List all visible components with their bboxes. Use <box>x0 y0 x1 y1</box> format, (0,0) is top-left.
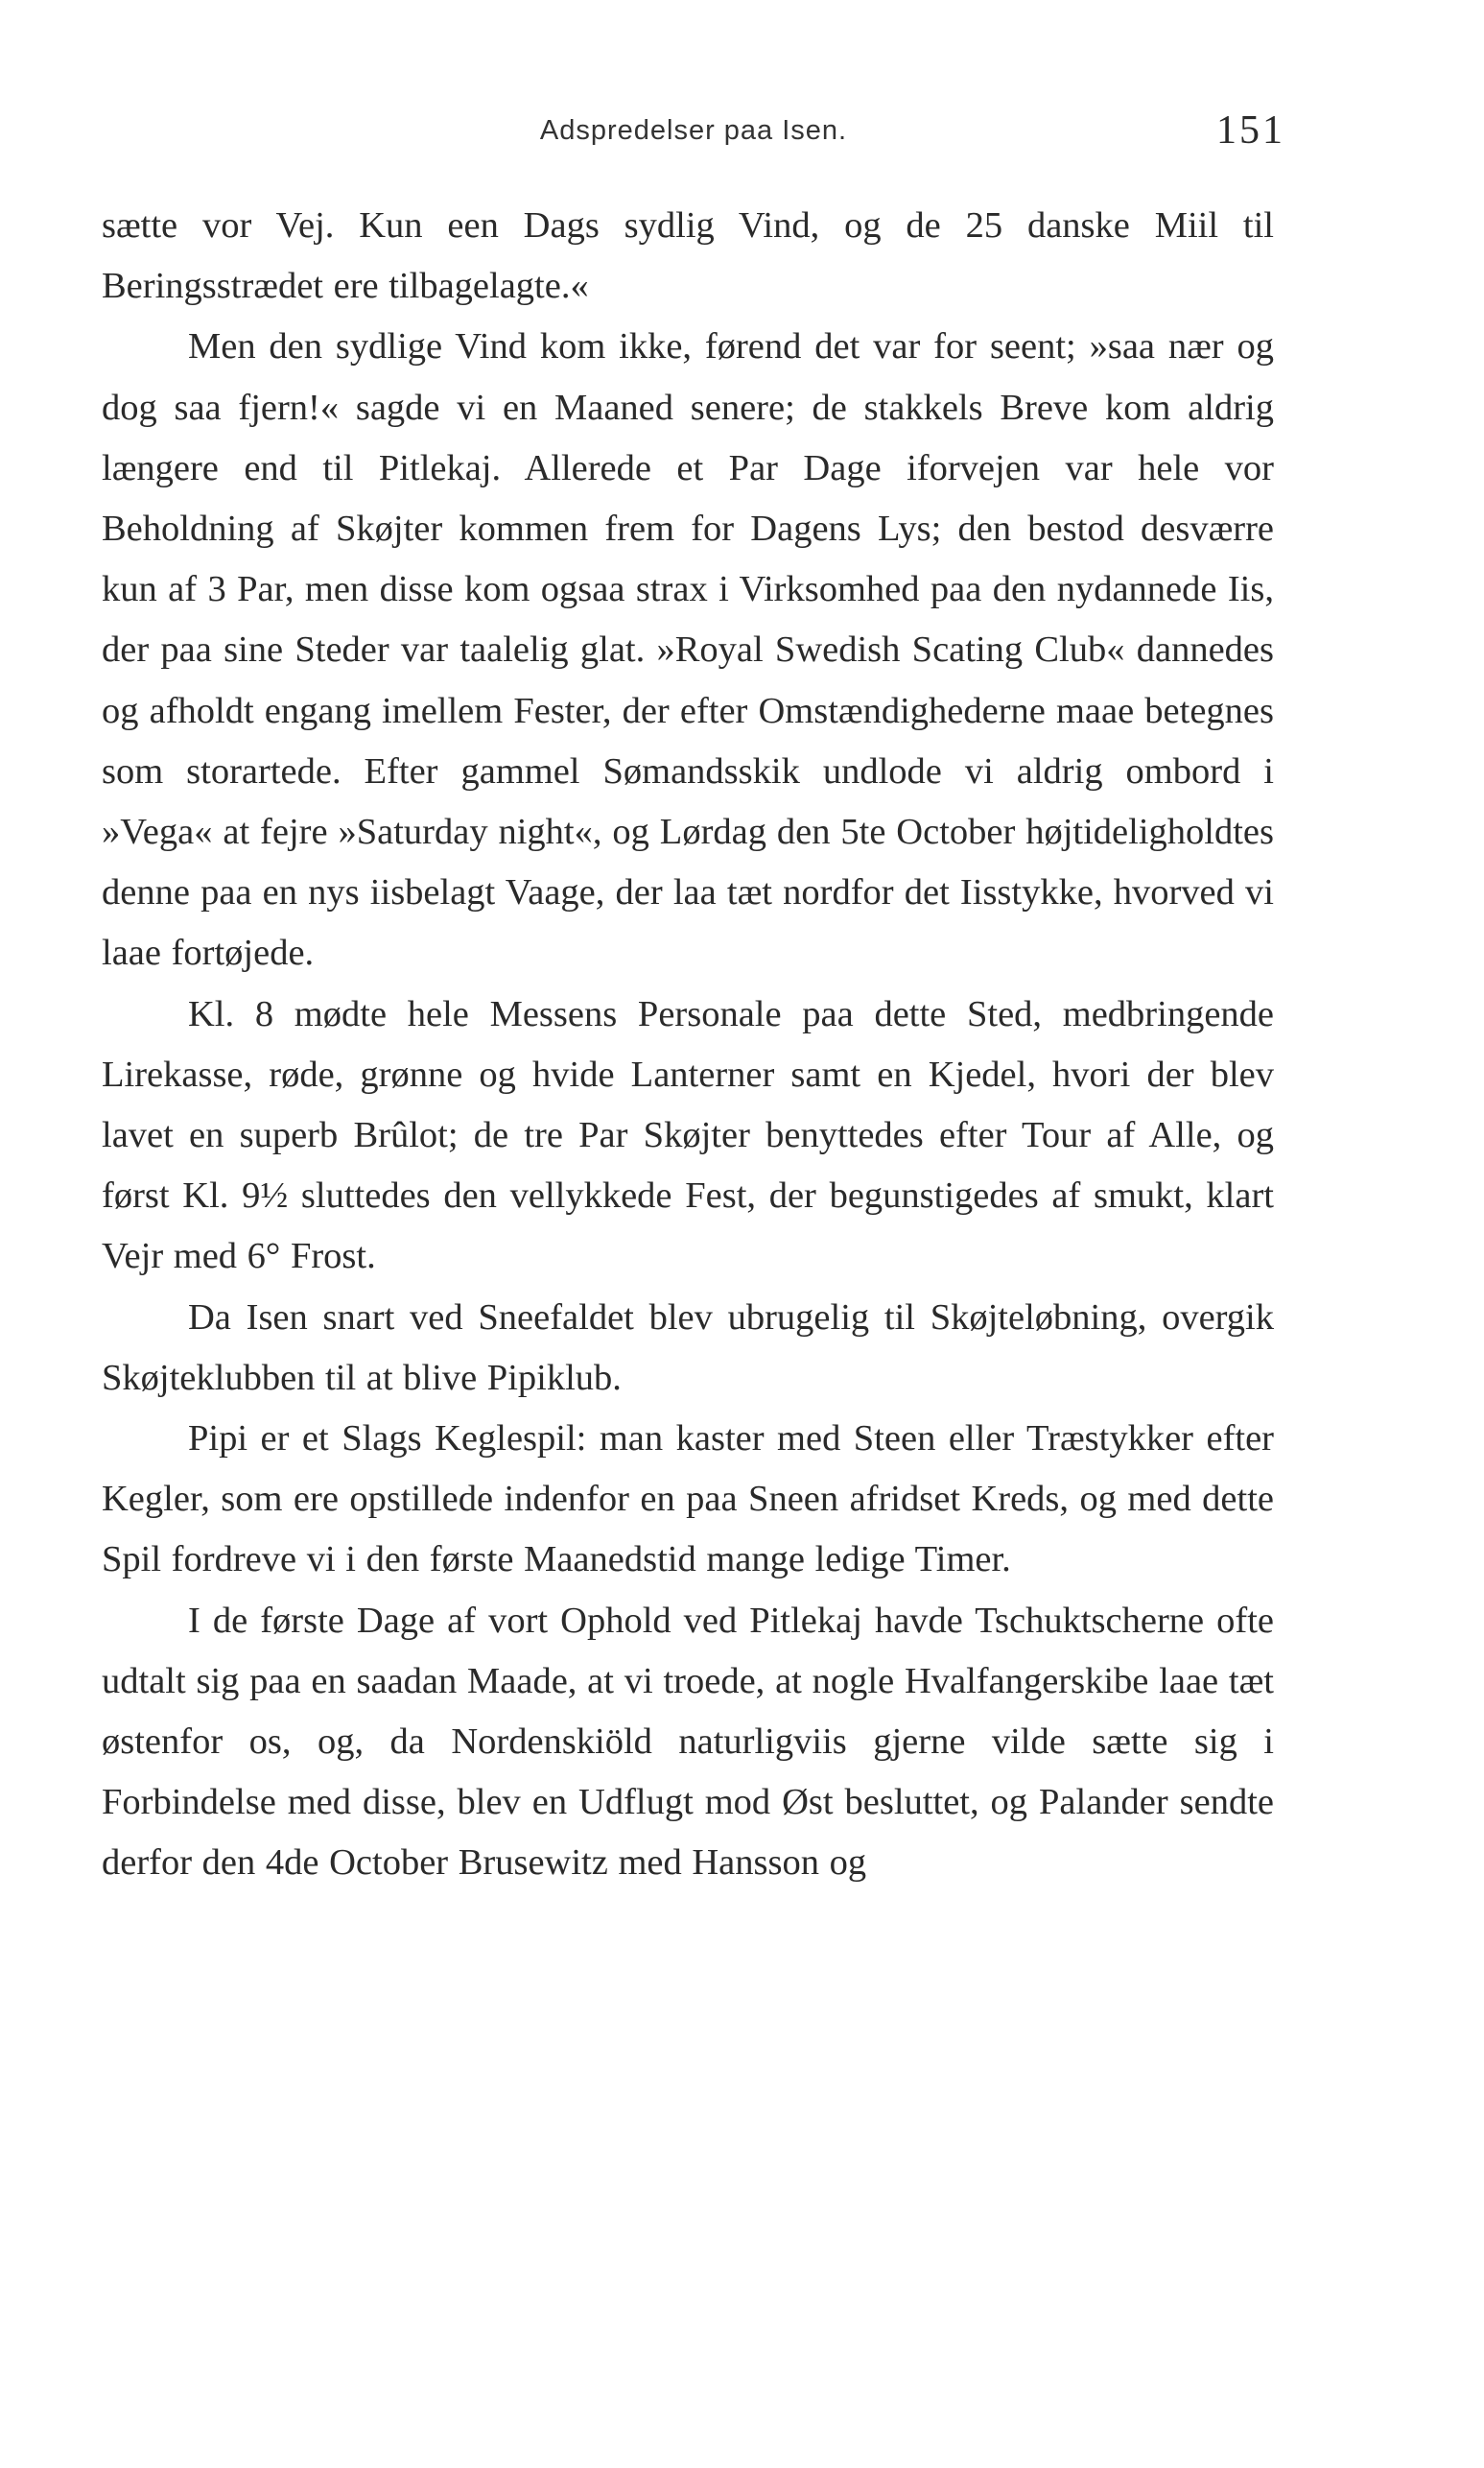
paragraph: Da Isen snart ved Sneefaldet blev ubrugelig til Skøjteløbning, overgik Skøjteklubben til at blive Pipiklub. <box>102 1296 1274 1398</box>
running-head <box>102 107 1285 155</box>
body-text <box>102 196 1274 1894</box>
running-title: Adspredelser paa Isen. <box>539 115 848 146</box>
paragraph: Pipi er et Slags Keglespil: man kaster med Steen eller Træstykker efter Kegler, som ere opstillede indenfor en paa Sneen afridset Kreds, og med dette Spil fordreve vi i den første Maanedstid mange ledige Timer. <box>102 1418 1274 1580</box>
paragraph-continuation: sætte vor Vej. Kun een Dags sydlig Vind, og de 25 danske Miil til Beringsstrædet ere tilbagelagte.« <box>102 205 1274 307</box>
page-number: 151 <box>1216 108 1285 153</box>
paragraph: Men den sydlige Vind kom ikke, førend det var for seent; »saa nær og dog saa fjern!« sagde vi en Maaned senere; de stakkels Breve kom aldrig længere end til Pitlekaj. Allerede et Par Dage iforvejen var hele vor Beholdning af Skøjter kommen frem for Dagens Lys; den bestod desværre kun af 3 Par, men disse kom ogsaa strax i Virksomhed paa den nydannede Iis, der paa sine Steder var taalelig glat. »Royal Swedish Scating Club« dannedes og afholdt engang imellem Fester, der efter Omstændighederne maae betegnes som storartede. Efter gammel Sømandsskik undlode vi aldrig ombord i »Vega« at fejre »Saturday night«, og Lørdag den 5te October højtideligholdtes denne paa en nys iisbelagt Vaage, der laa tæt nordfor det Iisstykke, hvorved vi laae fortøjede. <box>102 326 1274 974</box>
paragraph: Kl. 8 mødte hele Messens Personale paa dette Sted, medbringende Lirekasse, røde, grønne og hvide Lanterner samt en Kjedel, hvori der blev lavet en superb Brûlot; de tre Par Skøjter benyttedes efter Tour af Alle, og først Kl. 9½ sluttedes den vellykkede Fest, der begunstigedes af smukt, klart Vejr med 6° Frost. <box>102 993 1274 1277</box>
paragraph: I de første Dage af vort Ophold ved Pitlekaj havde Tschuktscherne ofte udtalt sig paa en saadan Maade, at vi troede, at nogle Hvalfangerskibe laae tæt østenfor os, og, da Nordenskiöld naturligviis gjerne vilde sætte sig i Forbindelse med disse, blev en Udflugt mod Øst besluttet, og Palander sendte derfor den 4de October Brusewitz med Hansson og <box>102 1600 1274 1884</box>
